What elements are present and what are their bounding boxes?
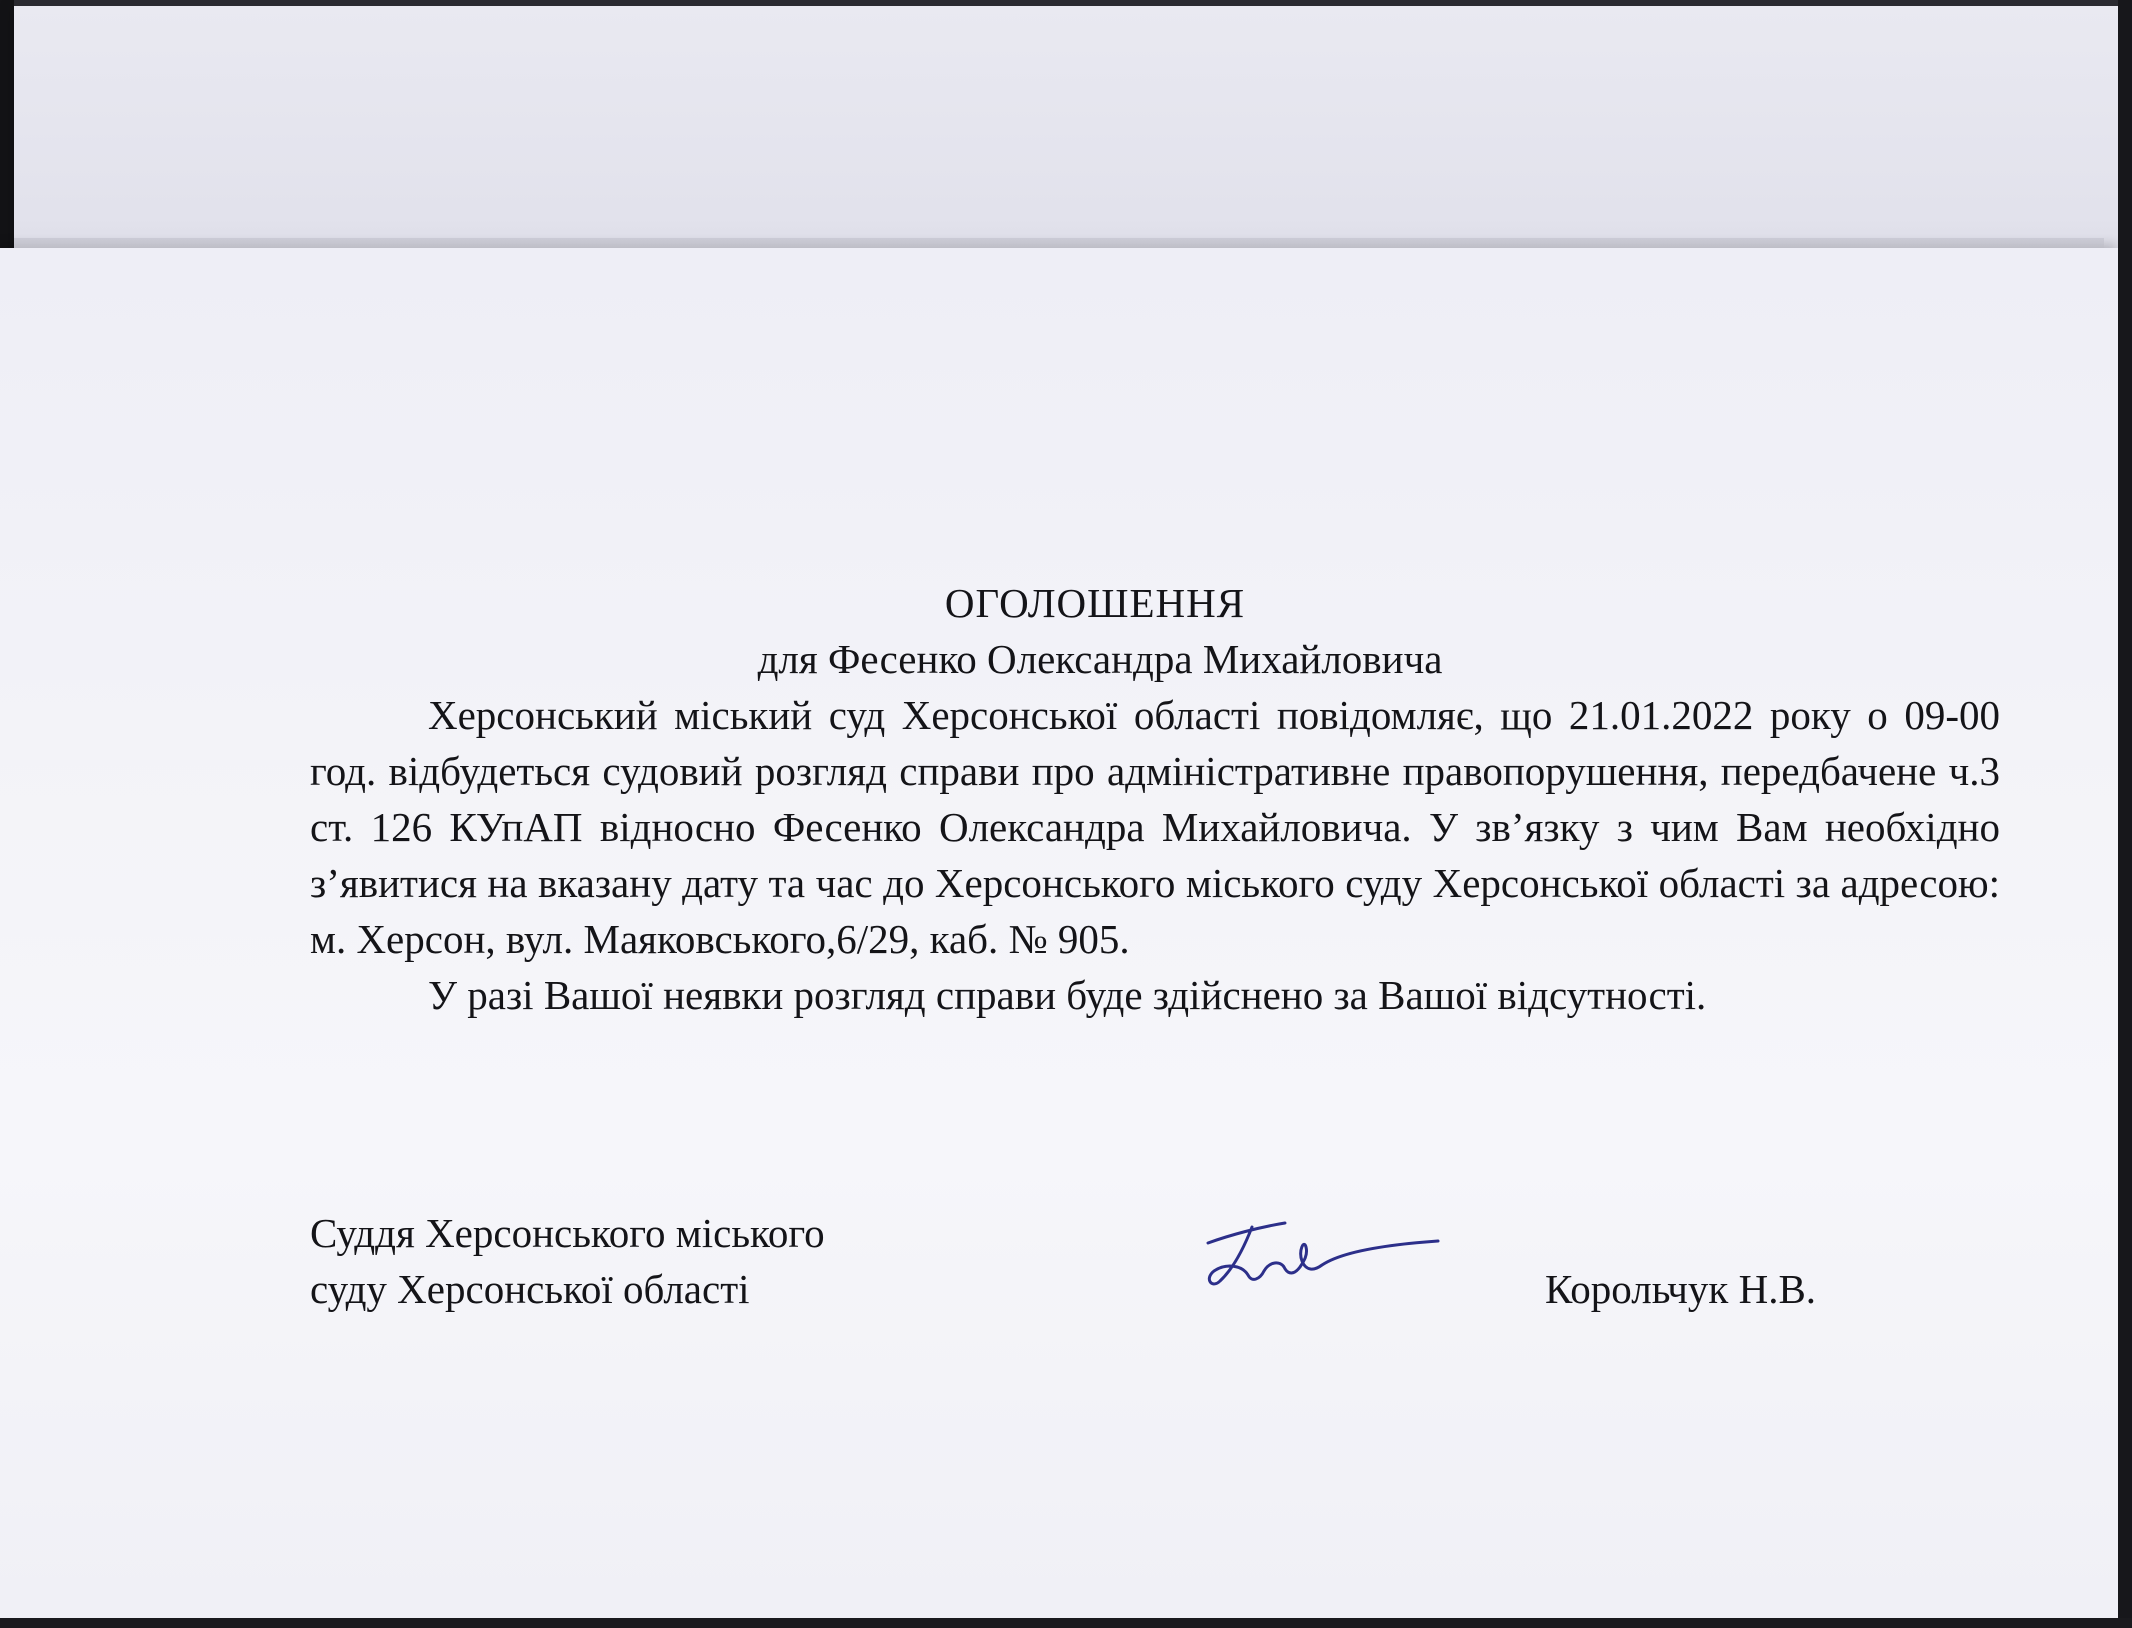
handwritten-signature-icon bbox=[1190, 1205, 1450, 1295]
judge-role-line-1: Суддя Херсонського міського bbox=[310, 1210, 825, 1256]
bottom-edge bbox=[0, 1618, 2132, 1628]
signature-block bbox=[310, 1205, 2000, 1335]
announcement-paragraph-main: Херсонський міський суд Херсонської області повідомляє, що 21.01.2022 року о 09-00 год. відбудеться судовий розгляд справи про адміністративне правопорушення, передбачене ч.3 ст. 126 КУпАП відносно Фесенко Олександра Михайловича. У зв’язку з чим Вам необхідно з’явитися на вказану дату та час до Херсонського міського суду Херсонської області за адресою: м. Херсон, вул. Маяковського,6/29, каб. № 905. bbox=[310, 692, 2000, 962]
judge-role-line-2: суду Херсонської області bbox=[310, 1266, 750, 1312]
judge-role bbox=[310, 1205, 825, 1317]
announcement-body bbox=[310, 575, 2000, 1023]
announcement-recipient: для Фесенко Олександра Михайловича bbox=[757, 636, 1443, 682]
announcement-title: ОГОЛОШЕННЯ bbox=[944, 580, 1246, 626]
judge-name: Корольчук Н.В. bbox=[1545, 1266, 1817, 1312]
announcement-paragraph-absence: У разі Вашої неявки розгляд справи буде здійснено за Вашої відсутності. bbox=[428, 972, 1707, 1018]
right-shadow bbox=[2118, 0, 2132, 1628]
